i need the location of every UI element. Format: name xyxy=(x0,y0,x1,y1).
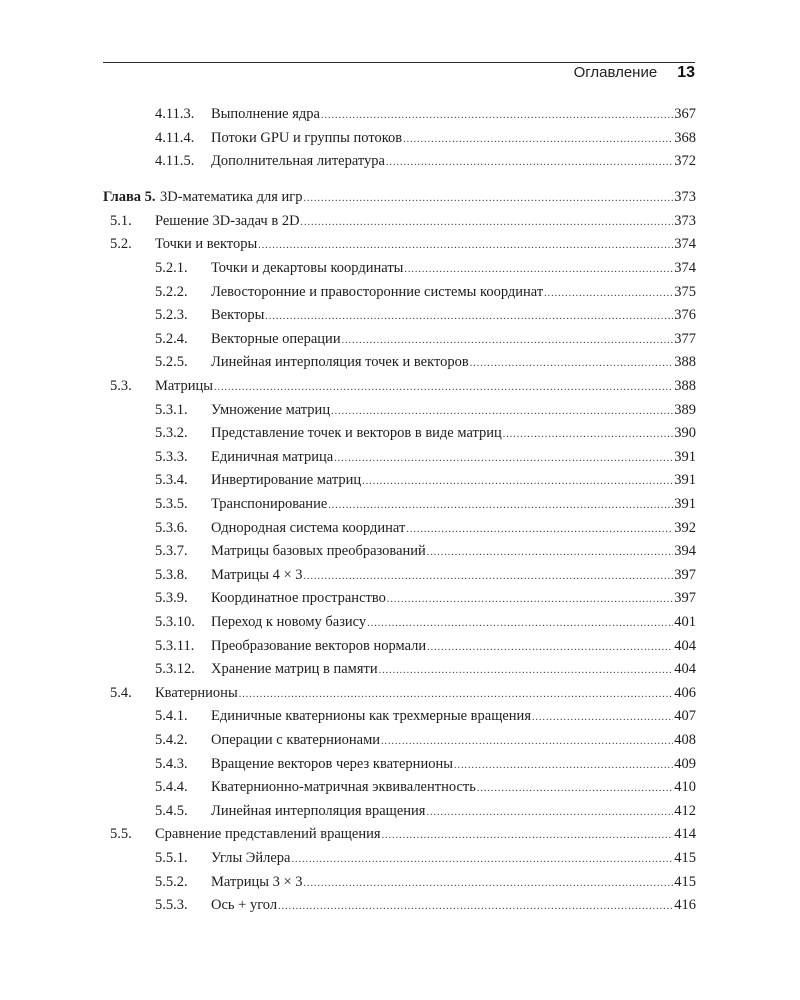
toc-entry-title: Векторные операции xyxy=(211,330,341,347)
toc-leader-dots xyxy=(331,402,673,422)
running-header-page-number: 13 xyxy=(677,64,695,81)
toc-entry[interactable] xyxy=(0,258,800,278)
toc-leader-dots xyxy=(214,378,673,398)
running-header-title: Оглавление xyxy=(573,64,658,81)
toc-leader-dots xyxy=(427,543,673,563)
toc-entry-title: Матрицы 4 × 3 xyxy=(211,566,303,583)
toc-leader-dots xyxy=(304,567,674,587)
toc-entry-number: 5.2.4. xyxy=(155,330,188,347)
toc-entry-title: Потоки GPU и группы потоков xyxy=(211,129,403,146)
toc-entry[interactable] xyxy=(0,282,800,302)
toc-leader-dots xyxy=(381,732,673,752)
toc-entry-number: 5.3.5. xyxy=(155,496,188,512)
toc-entry[interactable] xyxy=(0,423,800,443)
toc-entry-page: 374 xyxy=(674,260,696,276)
toc-entry-title: Кватернионно-матричная эквивалентность xyxy=(211,779,476,796)
toc-leader-dots xyxy=(362,472,673,492)
toc-entry-number: 5.4. xyxy=(110,684,132,701)
toc-entry[interactable] xyxy=(0,801,800,821)
toc-entry-title: 3D-математика для игр xyxy=(160,189,303,206)
toc-entry[interactable] xyxy=(0,128,800,148)
toc-entry-title: Линейная интерполяция точек и векторов xyxy=(211,354,469,371)
toc-entry-title: Векторы xyxy=(211,307,265,324)
toc-entry-page: 377 xyxy=(674,330,696,347)
toc-entry-number: 5.1. xyxy=(110,212,132,229)
toc-entry-page: 391 xyxy=(674,496,696,512)
toc-entry[interactable] xyxy=(0,730,800,750)
toc-leader-dots xyxy=(403,130,673,150)
toc-leader-dots xyxy=(454,756,673,776)
toc-entry-page: 391 xyxy=(674,448,696,465)
toc-leader-dots xyxy=(321,106,673,126)
toc-entry-page: 372 xyxy=(674,153,696,170)
toc-leader-dots xyxy=(477,779,673,799)
toc-leader-dots xyxy=(427,638,673,658)
toc-entry[interactable] xyxy=(0,659,800,679)
toc-entry[interactable] xyxy=(0,305,800,325)
toc-leader-dots xyxy=(386,153,673,173)
toc-leader-dots xyxy=(544,284,673,304)
toc-entry-page: 407 xyxy=(674,708,696,725)
toc-leader-dots xyxy=(426,803,673,823)
toc-entry-title: Инвертирование матриц xyxy=(211,472,362,489)
toc-entry-page: 397 xyxy=(674,590,696,607)
toc-leader-dots xyxy=(503,425,673,445)
toc-entry-number: Глава 5. xyxy=(103,189,156,206)
toc-entry-page: 401 xyxy=(674,614,696,630)
toc-entry-page: 394 xyxy=(674,543,696,560)
toc-entry-title: Точки и векторы xyxy=(155,236,258,253)
toc-entry-number: 5.5.3. xyxy=(155,897,188,914)
toc-leader-dots xyxy=(278,897,673,917)
toc-entry-title: Левосторонние и правосторонние системы координат xyxy=(211,283,544,300)
toc-entry-title: Вращение векторов через кватернионы xyxy=(211,755,453,772)
toc-leader-dots xyxy=(334,449,673,469)
header-rule xyxy=(103,62,695,63)
toc-entry-title: Линейная интерполяция вращения xyxy=(211,802,426,819)
toc-entry-page: 388 xyxy=(674,378,696,394)
toc-entry-number: 5.4.3. xyxy=(155,755,188,772)
toc-entry[interactable] xyxy=(0,824,800,844)
toc-entry-title: Однородная система координат xyxy=(211,519,406,536)
toc-entry-page: 390 xyxy=(674,425,696,442)
toc-entry[interactable] xyxy=(0,777,800,797)
toc-entry-number: 4.11.4. xyxy=(155,129,195,146)
toc-entry-number: 5.3.1. xyxy=(155,401,188,418)
toc-entry-number: 5.3.3. xyxy=(155,448,188,465)
toc-leader-dots xyxy=(265,307,673,327)
toc-entry-page: 375 xyxy=(674,283,696,300)
toc-entry-number: 4.11.5. xyxy=(155,153,195,170)
toc-entry-title: Матрицы xyxy=(155,378,213,394)
toc-leader-dots xyxy=(301,213,674,233)
toc-entry-number: 4.11.3. xyxy=(155,106,195,122)
toc-entry-title: Преобразование векторов нормали xyxy=(211,637,427,654)
toc-leader-dots xyxy=(404,260,673,280)
toc-entry-title: Матрицы 3 × 3 xyxy=(211,873,303,890)
toc-entry-title: Единичная матрица xyxy=(211,448,334,465)
toc-leader-dots xyxy=(382,826,674,846)
toc-leader-dots xyxy=(328,496,673,516)
toc-entry[interactable] xyxy=(0,683,800,703)
toc-entry-number: 5.5. xyxy=(110,826,132,843)
toc-entry-title: Умножение матриц xyxy=(211,401,331,418)
toc-entry-title: Сравнение представлений вращения xyxy=(155,826,381,843)
toc-leader-dots xyxy=(532,708,673,728)
toc-entry-page: 408 xyxy=(674,732,696,748)
toc-entry-page: 373 xyxy=(674,189,696,206)
toc-entry[interactable] xyxy=(0,895,800,915)
toc-entry-page: 409 xyxy=(674,755,696,772)
toc-entry-number: 5.3.2. xyxy=(155,425,188,442)
toc-entry-page: 391 xyxy=(674,472,696,489)
toc-entry[interactable] xyxy=(0,565,800,585)
toc-entry-title: Транспонирование xyxy=(211,496,328,512)
toc-entry-page: 389 xyxy=(674,401,696,418)
toc-entry-title: Координатное пространство xyxy=(211,590,386,607)
toc-entry[interactable] xyxy=(0,470,800,490)
toc-entry-page: 376 xyxy=(674,307,696,324)
toc-entry[interactable] xyxy=(0,234,800,254)
toc-entry-page: 368 xyxy=(674,129,696,146)
toc-entry-page: 404 xyxy=(674,661,696,678)
toc-chapter-entry[interactable] xyxy=(0,187,800,207)
toc-leader-dots xyxy=(367,614,673,634)
toc-entry-number: 5.3.10. xyxy=(155,614,195,630)
toc-leader-dots xyxy=(258,236,673,256)
toc-entry-number: 5.5.2. xyxy=(155,873,188,890)
toc-entry-number: 5.2.1. xyxy=(155,260,188,276)
toc-entry-title: Решение 3D-задач в 2D xyxy=(155,212,300,229)
toc-entry-number: 5.4.2. xyxy=(155,732,188,748)
toc-entry-title: Хранение матриц в памяти xyxy=(211,661,378,678)
toc-entry-title: Углы Эйлера xyxy=(211,850,291,866)
toc-entry[interactable] xyxy=(0,588,800,608)
toc-entry-page: 410 xyxy=(674,779,696,796)
toc-entry-number: 5.3.6. xyxy=(155,519,188,536)
toc-entry-number: 5.4.5. xyxy=(155,802,188,819)
toc-leader-dots xyxy=(304,874,674,894)
toc-entry-number: 5.3. xyxy=(110,378,132,394)
toc-entry-title: Точки и декартовы координаты xyxy=(211,260,404,276)
toc-entry-title: Дополнительная литература xyxy=(211,153,385,170)
toc-entry[interactable] xyxy=(0,494,800,514)
toc-entry-title: Кватернионы xyxy=(155,684,238,701)
toc-entry-page: 373 xyxy=(674,212,696,229)
toc-entry[interactable] xyxy=(0,447,800,467)
toc-entry-page: 388 xyxy=(674,354,696,371)
toc-entry[interactable] xyxy=(0,541,800,561)
toc-entry-title: Операции с кватернионами xyxy=(211,732,381,748)
toc-entry-page: 415 xyxy=(674,873,696,890)
toc-leader-dots xyxy=(387,590,673,610)
toc-entry-page: 412 xyxy=(674,802,696,819)
toc-entry-number: 5.5.1. xyxy=(155,850,188,866)
toc-entry[interactable] xyxy=(0,872,800,892)
toc-entry-page: 415 xyxy=(674,850,696,866)
toc-leader-dots xyxy=(406,520,673,540)
toc-entry[interactable] xyxy=(0,706,800,726)
toc-entry-number: 5.2. xyxy=(110,236,132,253)
toc-entry-number: 5.2.5. xyxy=(155,354,188,371)
toc-entry-number: 5.4.1. xyxy=(155,708,188,725)
toc-entry-number: 5.2.2. xyxy=(155,283,188,300)
toc-entry-title: Выполнение ядра xyxy=(211,106,320,122)
toc-entry-title: Переход к новому базису xyxy=(211,614,367,630)
toc-entry[interactable] xyxy=(0,329,800,349)
toc-entry-page: 414 xyxy=(674,826,696,843)
toc-entry[interactable] xyxy=(0,352,800,372)
toc-entry-page: 374 xyxy=(674,236,696,253)
toc-entry[interactable] xyxy=(0,376,800,396)
toc-entry[interactable] xyxy=(0,636,800,656)
toc-entry-title: Единичные кватернионы как трехмерные вращения xyxy=(211,708,531,725)
toc-entry-number: 5.3.12. xyxy=(155,661,195,678)
toc-leader-dots xyxy=(292,850,674,870)
toc-entry-page: 397 xyxy=(674,566,696,583)
toc-entry-page: 416 xyxy=(674,897,696,914)
toc-entry-number: 5.3.7. xyxy=(155,543,188,560)
toc-entry-title: Ось + угол xyxy=(211,897,278,914)
toc-leader-dots xyxy=(470,354,674,374)
toc-entry-page: 367 xyxy=(674,106,696,122)
toc-entry-number: 5.4.4. xyxy=(155,779,188,796)
toc-entry-page: 392 xyxy=(674,519,696,536)
toc-entry[interactable] xyxy=(0,104,800,124)
toc-entry-title: Матрицы базовых преобразований xyxy=(211,543,426,560)
toc-entry[interactable] xyxy=(0,518,800,538)
toc-entry-number: 5.3.9. xyxy=(155,590,188,607)
toc-entry[interactable] xyxy=(0,400,800,420)
toc-entry-number: 5.3.11. xyxy=(155,637,195,654)
toc-entry-number: 5.3.4. xyxy=(155,472,188,489)
running-header xyxy=(574,64,695,86)
toc-leader-dots xyxy=(342,331,674,351)
toc-entry[interactable] xyxy=(0,848,800,868)
toc-entry[interactable] xyxy=(0,151,800,171)
toc-entry[interactable] xyxy=(0,612,800,632)
toc-entry[interactable] xyxy=(0,754,800,774)
toc-leader-dots xyxy=(239,685,674,705)
toc-entry-page: 406 xyxy=(674,684,696,701)
toc-entry[interactable] xyxy=(0,211,800,231)
toc-leader-dots xyxy=(303,189,673,209)
toc-entry-title: Представление точек и векторов в виде матриц xyxy=(211,425,502,442)
toc-entry-page: 404 xyxy=(674,637,696,654)
toc-entry-number: 5.3.8. xyxy=(155,566,188,583)
toc-entry-number: 5.2.3. xyxy=(155,307,188,324)
toc-leader-dots xyxy=(379,661,674,681)
